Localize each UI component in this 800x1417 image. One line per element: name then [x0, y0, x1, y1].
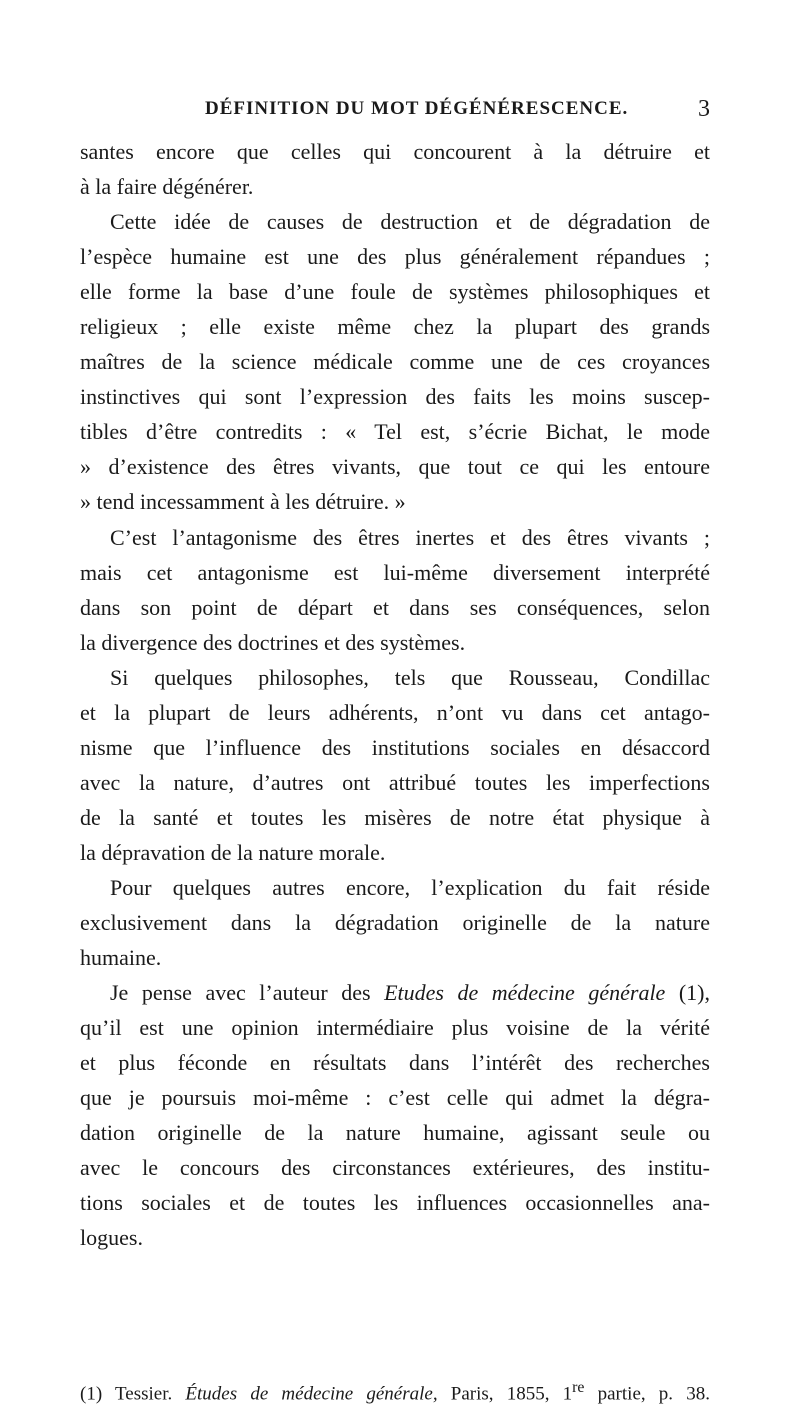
text-line: maîtres de la science médicale comme une de ces croyances	[80, 349, 710, 375]
text-line: tibles d’être contredits : « Tel est, s’écrie Bichat, le mode	[80, 419, 710, 445]
text-line: la dépravation de la nature morale.	[80, 839, 386, 865]
text-line: Si quelques philosophes, tels que Rousseau, Condillac	[110, 664, 710, 690]
text-line: et la plupart de leurs adhérents, n’ont vu dans cet antago-	[80, 699, 710, 725]
text-line: C’est l’antagonisme des êtres inertes et des êtres vivants ;	[110, 524, 710, 550]
work-title-italic: Etudes de médecine générale	[384, 980, 666, 1006]
text-line: dans son point de départ et dans ses conséquences, selon	[80, 594, 710, 620]
page-number: 3	[698, 96, 710, 122]
footnote-pages: partie, p. 38.	[584, 1383, 710, 1405]
body-text	[80, 134, 710, 1256]
text-line: de la santé et toutes les misères de notre état physique à	[80, 804, 710, 830]
text-line: » tend incessamment à les détruire. »	[80, 489, 406, 515]
running-title: DÉFINITION DU MOT DÉGÉNÉRESCENCE.	[205, 98, 629, 119]
body-paragraphs	[80, 134, 710, 975]
text-line: logues.	[80, 1225, 143, 1251]
text-line: elle forme la base d’une foule de systèmes philosophiques et	[80, 279, 710, 305]
text-line: exclusivement dans la dégradation originelle de la nature	[80, 910, 710, 936]
text-line: religieux ; elle existe même chez la plupart des grands	[80, 314, 710, 340]
text-line: instinctives qui sont l’expression des faits les moins suscep-	[80, 384, 710, 410]
text-line: et plus féconde en résultats dans l’intérêt des recherches	[80, 1050, 710, 1076]
text-line: tions sociales et de toutes les influences occasionnelles ana-	[80, 1190, 710, 1216]
text-line: mais cet antagonisme est lui-même diversement interprété	[80, 559, 710, 585]
text-line: » d’existence des êtres vivants, que tout ce qui les entoure	[80, 454, 710, 480]
text-line: Cette idée de causes de destruction et de dégradation de	[110, 209, 710, 235]
text-line: la divergence des doctrines et des systèmes.	[80, 629, 466, 655]
text-line: que je poursuis moi-même : c’est celle qui admet la dégra-	[80, 1085, 710, 1111]
text-line: nisme que l’influence des institutions sociales en désaccord	[80, 734, 710, 760]
text-line: humaine.	[80, 945, 162, 971]
running-head	[80, 94, 710, 124]
footnote-marker: (1)	[80, 1383, 103, 1405]
text-line: dation originelle de la nature humaine, agissant seule ou	[80, 1120, 710, 1146]
text-line: avec le concours des circonstances extérieures, des institu-	[80, 1155, 710, 1181]
text-line: avec la nature, d’autres ont attribué toutes les imperfections	[80, 769, 710, 795]
text-line: l’espèce humaine est une des plus généralement répandues ;	[80, 244, 710, 270]
footnote-superscript: re	[572, 1379, 585, 1396]
footnote-imprint: Paris, 1855, 1	[437, 1383, 573, 1405]
text-line: Je pense avec l’auteur des Etudes de médecine générale (1),	[110, 980, 710, 1006]
footnote-title-italic: Études de médecine générale,	[185, 1383, 438, 1405]
footnote	[80, 1374, 710, 1408]
text-line: à la faire dégénérer.	[80, 174, 254, 200]
text-line: santes encore que celles qui concourent à la détruire et	[80, 139, 710, 164]
text-line: Pour quelques autres encore, l’explication du fait réside	[110, 874, 710, 900]
footnote-author: Tessier.	[102, 1383, 186, 1405]
text-line: qu’il est une opinion intermédiaire plus voisine de la vérité	[80, 1015, 710, 1041]
